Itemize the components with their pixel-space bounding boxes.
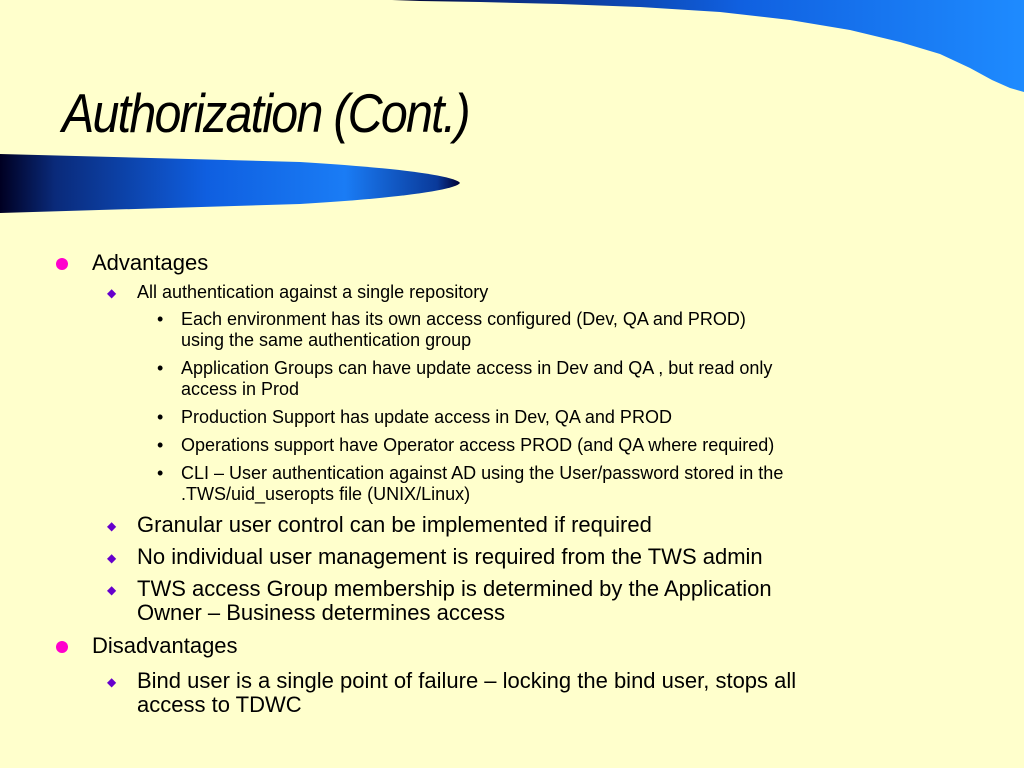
diamond-bullet-icon: ◆ — [107, 519, 117, 533]
bullet-icon: • — [157, 435, 164, 455]
advantage-subitem: CLI – User authentication against AD using the User/password stored in the .TWS/uid_useropts file (UNIX/Linux) — [181, 463, 784, 504]
advantage-subitem: Production Support has update access in Dev, QA and PROD — [181, 407, 672, 427]
disadvantage-item: Bind user is a single point of failure – locking the bind user, stops all access to TDWC — [137, 668, 797, 717]
advantage-item: All authentication against a single repository — [137, 282, 489, 302]
circle-bullet-icon — [56, 258, 68, 270]
advantage-subitem: Operations support have Operator access PROD (and QA where required) — [181, 435, 775, 455]
advantage-subitem: Application Groups can have update access in Dev and QA , but read only access in Prod — [181, 358, 773, 399]
diamond-bullet-icon: ◆ — [107, 286, 117, 300]
diamond-bullet-icon: ◆ — [107, 675, 117, 689]
diamond-bullet-icon: ◆ — [107, 583, 117, 597]
bullet-icon: • — [157, 309, 164, 329]
title-swoosh-decoration — [0, 152, 470, 216]
diamond-bullet-icon: ◆ — [107, 551, 117, 565]
advantage-item: TWS access Group membership is determined by the Application Owner – Business determines access — [137, 576, 772, 625]
bullet-icon: • — [157, 358, 164, 378]
disadvantages-heading: Disadvantages — [92, 633, 238, 658]
advantage-subitem: Each environment has its own access configured (Dev, QA and PROD) using the same authentication group — [181, 309, 746, 350]
advantage-item: Granular user control can be implemented if required — [137, 512, 652, 537]
bullet-icon: • — [157, 463, 164, 483]
advantage-item: No individual user management is required from the TWS admin — [137, 544, 763, 569]
advantages-heading: Advantages — [92, 250, 209, 275]
bullet-icon: • — [157, 407, 164, 427]
slide-title: Authorization (Cont.) — [62, 82, 469, 144]
circle-bullet-icon — [56, 641, 68, 653]
